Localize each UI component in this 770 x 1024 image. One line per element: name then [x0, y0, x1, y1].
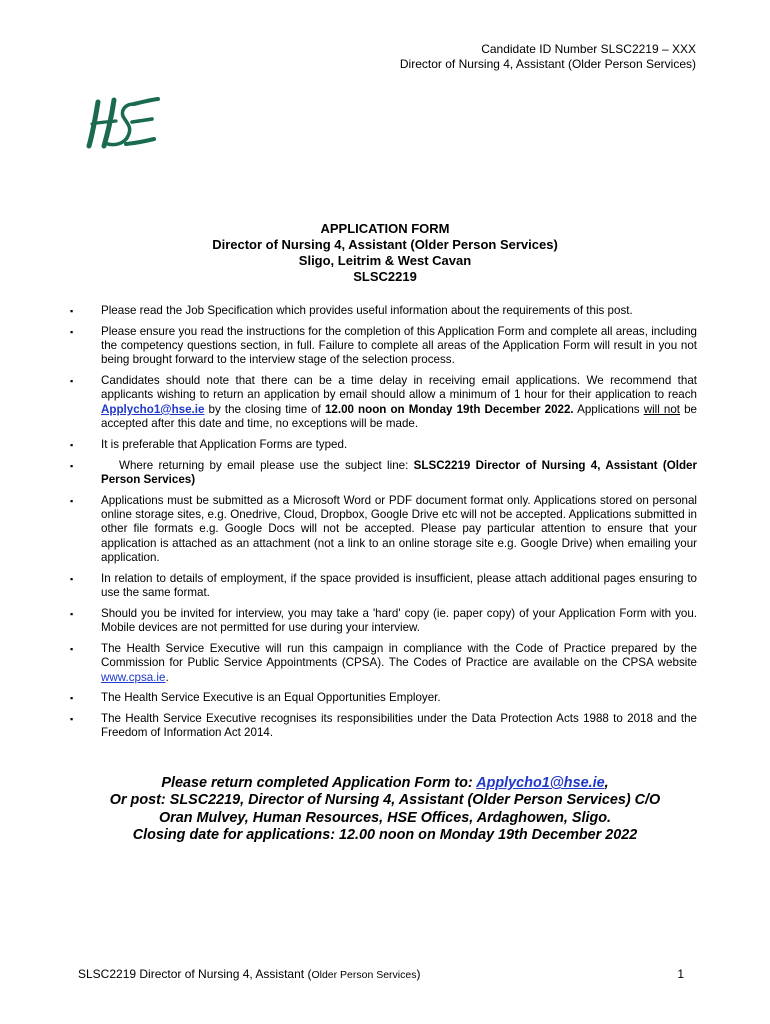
return-line-3: Oran Mulvey, Human Resources, HSE Offices, Ardaghowen, Sligo.: [158, 809, 612, 826]
candidate-id-line: Candidate ID Number SLSC2219 – XXX: [481, 42, 696, 56]
bullet-icon: ▪: [70, 376, 74, 387]
bullet-icon: ▪: [70, 306, 74, 316]
list-item: ▪ The Health Service Executive is an Equal Opportunities Employer.: [70, 691, 441, 705]
page-header: [400, 42, 696, 72]
list-item: ▪ Applications must be submitted as a Microsoft Word or PDF document format only. Applications stored on personal online storage sites, e.g. Onedrive, Cloud, Dropbox, Google Drive etc will not be accepted. Applications submitted in other file formats e.g. Google Docs will not be accepted. Please pay particular attention to ensure that your application is attached as an attachment (not a link to an online storage site e.g. Google Drive) when emailing your application.: [70, 493, 697, 564]
list-item: ▪ The Health Service Executive recognises its responsibilities under the Data Protection Acts 1988 to 2018 and the Freedom of Information Act 2014.: [70, 712, 697, 740]
footer-title: SLSC2219 Director of Nursing 4, Assistant (Older Person Services): [78, 967, 421, 981]
post-title-line: Director of Nursing 4, Assistant (Older Person Services): [399, 57, 696, 71]
cpsa-website-link[interactable]: www.cpsa.ie: [101, 670, 166, 684]
bullet-icon: ▪: [70, 643, 74, 654]
return-instructions: [0, 775, 770, 845]
bullet-icon: ▪: [70, 460, 74, 471]
email-link[interactable]: Applycho1@hse.ie: [101, 402, 205, 416]
page-footer: [78, 967, 684, 983]
instructions-list: [70, 304, 697, 747]
form-title: APPLICATION FORM: [320, 221, 450, 236]
list-item: ▪ Where returning by email please use the subject line: SLSC2219 Director of Nursing 4, Assistant (Older Person Services): [70, 458, 697, 486]
form-reference: SLSC2219: [353, 269, 417, 284]
return-line-1: Please return completed Application Form to: Applycho1@hse.ie,: [161, 775, 609, 791]
form-title-block: [0, 221, 770, 285]
list-item: ▪ In relation to details of employment, if the space provided is insufficient, please attach additional pages ensuring to use the same format.: [70, 571, 697, 600]
list-item: ▪ Please read the Job Specification which provides useful information about the requirements of this post.: [70, 304, 633, 317]
form-post-title: Director of Nursing 4, Assistant (Older Person Services): [212, 237, 558, 252]
closing-time: 12.00 noon on Monday 19th December 2022.: [324, 402, 574, 416]
subject-line: SLSC2219 Director of Nursing 4, Assistant (Older Person Services): [101, 458, 697, 486]
return-line-2: Or post: SLSC2219, Director of Nursing 4, Assistant (Older Person Services) C/O: [109, 792, 661, 809]
list-item: ▪ It is preferable that Application Forms are typed.: [70, 437, 348, 451]
hse-logo: [84, 92, 160, 154]
bullet-icon: ▪: [70, 573, 74, 584]
list-item: ▪ Candidates should note that there can be a time delay in receiving email applications. We recommend that applicants wishing to return an application by email should allow a minimum of 1 hour for their application to reach Applycho1@hse.ie by the closing time of 12.00 noon on Monday 19th December 2022. Applications will not be accepted after this date and time, no exceptions will be made.: [70, 374, 697, 431]
list-item: ▪ Should you be invited for interview, you may take a 'hard' copy (ie. paper copy) of your Application Form with you. Mobile devices are not permitted for use during your interview.: [70, 606, 697, 635]
list-item: ▪ Please ensure you read the instructions for the completion of this Application Form and complete all areas, including the competency questions section, in full. Failure to complete all areas of the Application Form will result in you not being brought forward to the interview stage of the selection process.: [70, 324, 697, 367]
bullet-icon: ▪: [70, 693, 74, 704]
bullet-icon: ▪: [70, 608, 74, 619]
closing-date-line: Closing date for applications: 12.00 noon on Monday 19th December 2022: [132, 827, 638, 844]
return-email-link[interactable]: Applycho1@hse.ie: [476, 775, 605, 791]
bullet-icon: ▪: [70, 439, 74, 450]
bullet-icon: ▪: [70, 714, 74, 725]
bullet-icon: ▪: [70, 326, 74, 337]
list-item: ▪ The Health Service Executive will run this campaign in compliance with the Code of Practice prepared by the Commission for Public Service Appointments (CPSA). The Codes of Practice are available on the CPSA website www.cpsa.ie.: [70, 641, 697, 684]
bullet-icon: ▪: [70, 495, 74, 506]
form-location: Sligo, Leitrim & West Cavan: [298, 253, 472, 268]
page-number: 1: [677, 967, 684, 981]
